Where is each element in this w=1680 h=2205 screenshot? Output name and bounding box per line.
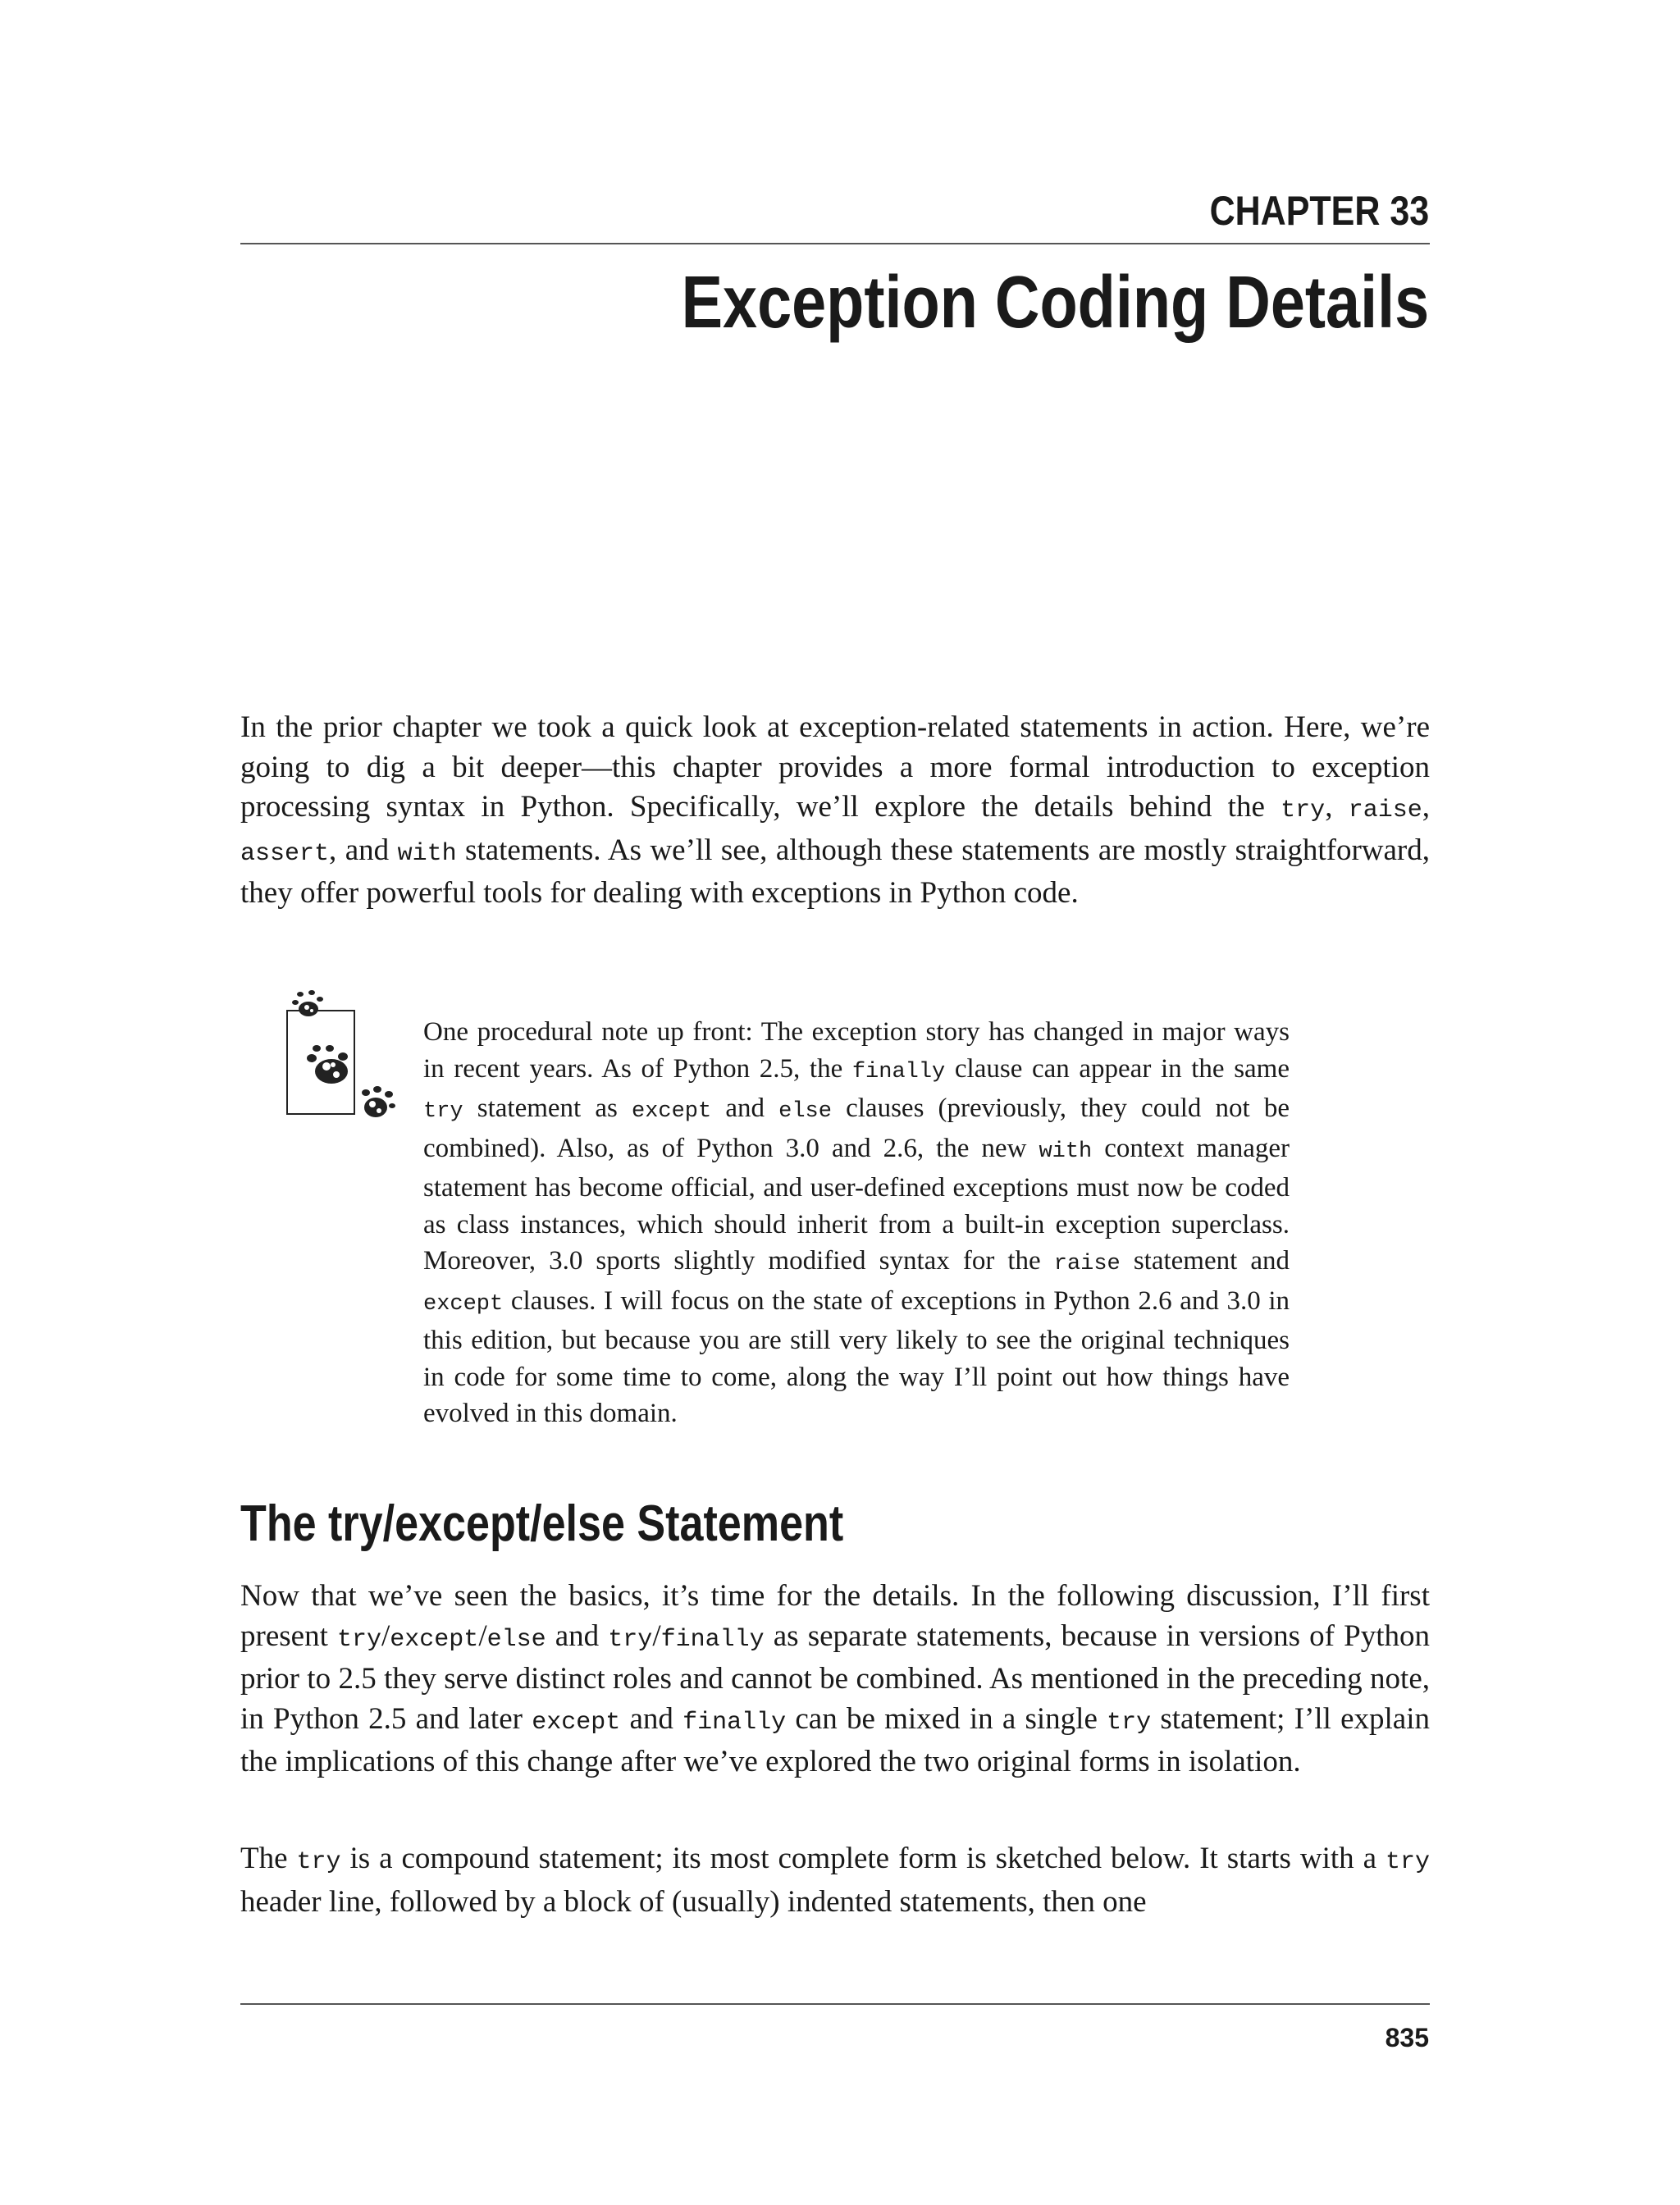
note-text-4: and — [711, 1093, 779, 1123]
code-try: try — [1107, 1708, 1152, 1737]
top-divider — [240, 243, 1430, 244]
intro-paragraph — [240, 708, 1430, 914]
code-finally: finally — [851, 1059, 946, 1084]
note-text-6: context manager statement has become official, and user-defined exceptions must now be coded as class instances, which should inherit from a built-in exception superclass. Moreover, 3.0 sports slightly modified syntax for the — [423, 1133, 1290, 1276]
intro-sep-3: , and — [329, 833, 398, 867]
bottom-divider — [240, 2003, 1430, 2005]
note-paragraph — [423, 1014, 1290, 1432]
note-text-2: clause can appear in the same — [945, 1053, 1290, 1084]
code-try: try — [608, 1625, 653, 1654]
slash: / — [652, 1618, 661, 1653]
note-text-1: One procedural note up front: The exception story has changed in major ways in recent years. As of Python 2.5, the — [423, 1017, 1290, 1084]
turtle-tracks-icon — [284, 984, 415, 1124]
code-try: try — [1385, 1848, 1430, 1876]
code-finally: finally — [682, 1708, 787, 1737]
code-try: try — [1281, 797, 1326, 824]
code-except: except — [390, 1625, 479, 1654]
section-paragraph-1 — [240, 1577, 1430, 1783]
section-paragraph-2 — [240, 1839, 1430, 1922]
code-else: else — [486, 1625, 546, 1654]
code-except: except — [423, 1291, 504, 1317]
chapter-label: CHAPTER 33 — [1209, 188, 1429, 234]
code-try: try — [423, 1099, 463, 1124]
intro-text-1: In the prior chapter we took a quick look at exception-related statements in action. Here, we’re going to dig a bit deeper—this chapter provides a more formal introduction to exception processing syntax in Python. Specifically, we’ll explore the details behind the — [240, 710, 1430, 824]
chapter-title: Exception Coding Details — [681, 262, 1429, 344]
para2-text-1: The — [240, 1842, 297, 1875]
code-raise: raise — [1348, 797, 1422, 824]
note-text-8: clauses. I will focus on the state of exceptions in Python 2.6 and 3.0 in this edition, but because you are still very likely to see the original techniques in code for some time to come, along the way I’ll point out how things have evolved in this domain. — [423, 1285, 1290, 1428]
code-finally: finally — [660, 1625, 765, 1654]
para1-text-3: as separate statements, because in versions of Python prior to 2.5 they serve distinct roles and cannot be combined. As mentioned in the preceding note, in Python 2.5 and later — [240, 1618, 1430, 1736]
code-else: else — [778, 1099, 832, 1124]
para1-text-5: can be mixed in a single — [786, 1701, 1107, 1736]
code-try: try — [336, 1625, 381, 1654]
para1-text-2: and — [546, 1618, 609, 1653]
para2-text-2: is a compound statement; its most complete form is sketched below. It starts with a — [340, 1842, 1386, 1875]
code-raise: raise — [1053, 1252, 1121, 1276]
intro-sep-2: , — [1422, 790, 1430, 824]
note-text-5: clauses (previously, they could not be combined). Also, as of Python 3.0 and 2.6, the new — [423, 1093, 1290, 1163]
para2-text-3: header line, followed by a block of (usually) indented statements, then one — [240, 1884, 1147, 1919]
page-number: 835 — [1385, 2023, 1429, 2052]
intro-text-2: statements. As we’ll see, although these statements are mostly straightforward, they offer powerful tools for dealing with exceptions in Python code. — [240, 833, 1430, 910]
intro-sep-1: , — [1325, 790, 1349, 824]
code-assert: assert — [240, 839, 330, 868]
code-with: with — [397, 839, 457, 868]
code-with: with — [1039, 1139, 1093, 1164]
code-except: except — [632, 1099, 712, 1124]
para1-text-4: and — [620, 1701, 683, 1736]
section-heading: The try/except/else Statement — [240, 1495, 844, 1552]
code-except: except — [532, 1708, 621, 1737]
slash: / — [478, 1618, 487, 1653]
note-text-7: statement and — [1120, 1246, 1290, 1276]
slash: / — [381, 1618, 390, 1653]
note-text-3: statement as — [463, 1093, 632, 1123]
para1-text-1: Now that we’ve seen the basics, it’s time for the details. In the following discussion, I’ll first present — [240, 1579, 1430, 1653]
code-try: try — [296, 1848, 341, 1876]
para1-text-6: statement; I’ll explain the implications of this change after we’ve explored the two original forms in isolation. — [240, 1701, 1430, 1778]
